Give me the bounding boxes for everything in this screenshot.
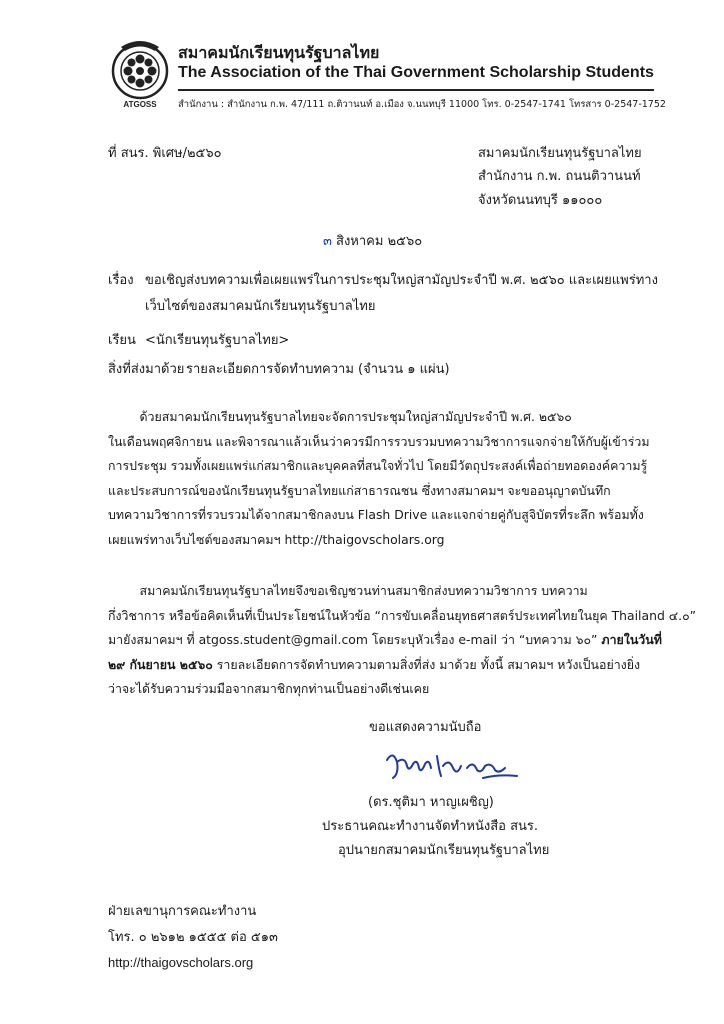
reference-number: ที่ สนร. พิเศษ/๒๕๖๐ [108,146,222,161]
paragraph1-line: เผยแพร่ทางเว็บไซต์ของสมาคมฯ http://thaigovscholars.org [108,531,445,547]
details-text: รายละเอียดการจัดทำบทความตามสิ่งที่ส่ง มาด้วย ทั้งนี้ สมาคมฯ หวังเป็นอย่างยิ่ง [212,656,641,672]
paragraph2-line [108,653,641,678]
sender-address-line1: สมาคมนักเรียนทุนรัฐบาลไทย [478,146,642,161]
org-name-english: The Association of the Thai Government Scholarship Students [178,64,654,81]
closing-phrase: ขอแสดงความนับถือ [369,720,482,735]
subject-line1: ขอเชิญส่งบทความเพื่อเผยแพร่ในการประชุมใหญ่สามัญประจำปี พ.ศ. ๒๕๖๐ และเผยแพร่ทาง [145,273,658,288]
sender-address-line2: สำนักงาน ก.พ. ถนนติวานนท์ [478,169,641,184]
footer-website-link[interactable]: http://thaigovscholars.org [108,955,254,970]
signatory-position-1: ประธานคณะทำงานจัดทำหนังสือ สนร. [322,819,539,834]
body-paragraph-1 [108,405,650,553]
signatory-name: (ดร.ชุติมา หาญเผชิญ) [368,795,494,810]
footer-department: ฝ่ายเลขานุการคณะทำงาน [108,904,257,919]
enclosure-value: รายละเอียดการจัดทำบทความ (จำนวน ๑ แผ่น) [186,362,450,377]
association-logo [109,37,171,109]
date-day: ๓ [323,234,332,249]
subject-label: เรื่อง [108,273,134,288]
deadline-date: ๒๙ กันยายน ๒๕๖๐ [108,656,213,672]
body-paragraph-2 [108,579,697,702]
signatory-position-2: อุปนายกสมาคมนักเรียนทุนรัฐบาลไทย [338,843,550,858]
email-instruction: มายังสมาคมฯ ที่ atgoss.student@gmail.com โดยระบุหัวเรื่อง e-mail ว่า “บทความ ๖๐” [108,632,602,648]
recipient-label: เรียน [108,333,136,348]
paragraph2-line: กึ่งวิชาการ หรือข้อคิดเห็นที่เป็นประโยชน์ในหัวข้อ “การขับเคลื่อนยุทธศาสตร์ประเทศไทยในยุค Thailand ๔.๐” [108,607,697,623]
paragraph1-line: บทความวิชาการที่รวบรวมได้จากสมาชิกลงบน Flash Drive และแจกจ่ายคู่กับสูจิบัตรที่ระลึก พร้อมทั้ง [108,507,644,523]
recipient-value: <นักเรียนทุนรัฐบาลไทย> [145,333,290,348]
handwritten-signature [383,748,533,786]
sender-address-line3: จังหวัดนนทบุรี ๑๑๐๐๐ [478,193,603,208]
paragraph1-line: ในเดือนพฤศจิกายน และพิจารณาแล้วเห็นว่าควรมีการรวบรวมบทความวิชาการแจกจ่ายให้กับผู้เข้าร่วม [108,433,650,449]
footer-phone: โทร. ๐ ๒๖๑๒ ๑๕๕๕ ต่อ ๕๑๓ [108,930,278,945]
paragraph2-line [108,628,662,653]
date-month-year: สิงหาคม ๒๕๖๐ [331,234,423,249]
letterhead-divider [178,89,654,91]
paragraph2-line: สมาคมนักเรียนทุนรัฐบาลไทยจึงขอเชิญชวนท่านสมาชิกส่งบทความวิชาการ บทความ [108,583,588,598]
deadline-prefix: ภายในวันที่ [601,632,662,648]
paragraph2-line: ว่าจะได้รับความร่วมมือจากสมาชิกทุกท่านเป็นอย่างดีเช่นเคย [108,681,430,697]
subject-line2: เว็บไซต์ของสมาคมนักเรียนทุนรัฐบาลไทย [145,299,376,314]
office-address-line: สำนักงาน : สำนักงาน ก.พ. 47/111 ถ.ติวานนท์ อ.เมือง จ.นนทบุรี 11000 โทร. 0-2547-1741 โทรสาร 0-2547-1752 [178,99,666,110]
org-name-thai: สมาคมนักเรียนทุนรัฐบาลไทย [178,43,380,62]
paragraph1-line: ด้วยสมาคมนักเรียนทุนรัฐบาลไทยจะจัดการประชุมใหญ่สามัญประจำปี พ.ศ. ๒๕๖๐ [108,409,572,424]
logo-text: ATGOSS [123,100,157,109]
letter-date [323,232,422,252]
paragraph1-line: และประสบการณ์ของนักเรียนทุนรัฐบาลไทยแก่สาธารณชน ซึ่งทางสมาคมฯ จะขออนุญาตบันทึก [108,482,611,498]
enclosure-label: สิ่งที่ส่งมาด้วย [108,362,185,377]
paragraph1-line: การประชุม รวมทั้งเผยแพร่แก่สมาชิกและบุคคลที่สนใจทั่วไป โดยมีวัตถุประสงค์เพื่อถ่ายทอดองค์ความรู้ [108,458,648,474]
